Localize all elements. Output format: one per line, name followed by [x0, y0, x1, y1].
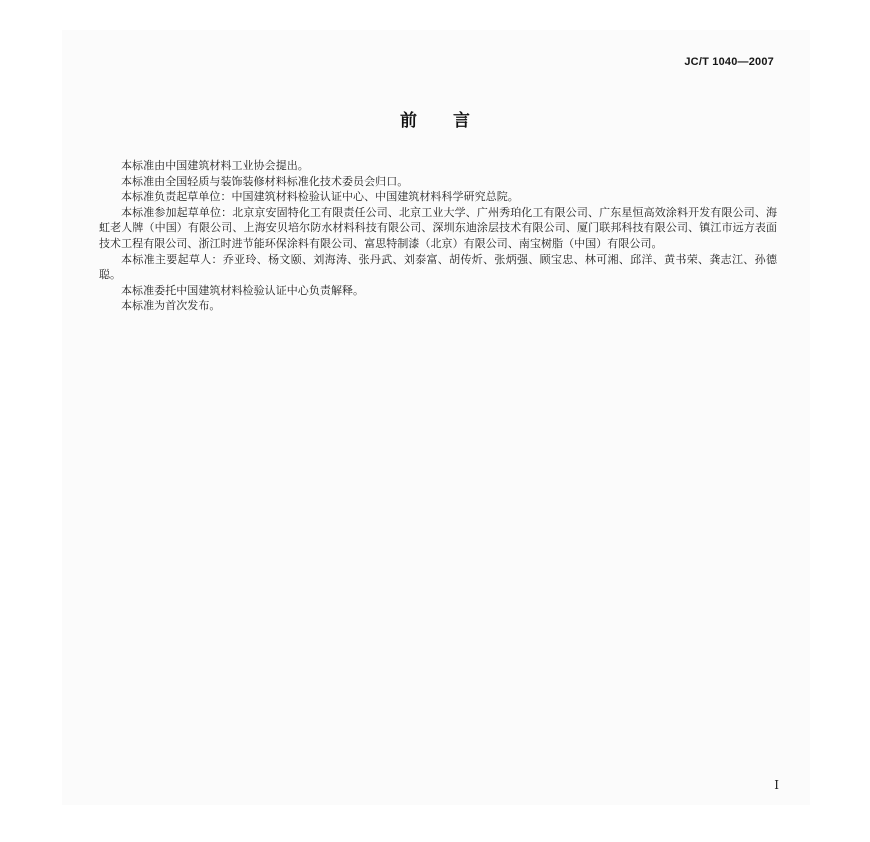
foreword-body — [99, 158, 777, 314]
paragraph-drafting-unit — [121, 189, 777, 205]
page-number: I — [774, 778, 779, 792]
paragraph-text: 本标准由全国轻质与装饰装修材料标准化技术委员会归口。 — [121, 174, 409, 188]
paragraph-proposer — [121, 158, 777, 174]
title-char-2: 言 — [453, 111, 470, 131]
paragraph-administrator — [121, 174, 777, 190]
paragraph-interpretation — [121, 283, 777, 299]
paragraph-participating-units — [99, 205, 777, 252]
paragraph-text: 本标准负责起草单位：中国建筑材料检验认证中心、中国建筑材料科学研究总院。 — [121, 190, 519, 204]
document-code: JC/T 1040—2007 — [684, 56, 774, 68]
paragraph-text: 本标准参加起草单位：北京京安固特化工有限责任公司、北京工业大学、广州秀珀化工有限公司、广东星恒高效涂料开发有限公司、海虹老人牌（中国）有限公司、上海安贝培尔防水材料科技有限公司、深圳东迪涂层技术有限公司、厦门联邦科技有限公司、镇江市远方表面技术工程有限公司、浙江时进节能环保涂料有限公司、富思特制漆（北京）有限公司、南宝树脂（中国）有限公司。 — [99, 205, 777, 250]
paragraph-text: 本标准为首次发布。 — [121, 299, 221, 313]
paragraph-first-release — [121, 298, 777, 314]
page-sheet — [62, 30, 810, 805]
paragraph-text: 本标准主要起草人：乔亚玲、杨文颐、刘海涛、张丹武、刘泰富、胡传炘、张炳强、顾宝忠、林可湘、邱洋、黄书荣、龚志江、孙德聪。 — [99, 252, 777, 282]
page-title — [0, 106, 870, 131]
paragraph-main-drafters — [99, 252, 777, 283]
title-char-1: 前 — [400, 111, 417, 131]
paragraph-text: 本标准由中国建筑材料工业协会提出。 — [121, 159, 309, 172]
paragraph-text: 本标准委托中国建筑材料检验认证中心负责解释。 — [121, 283, 365, 297]
